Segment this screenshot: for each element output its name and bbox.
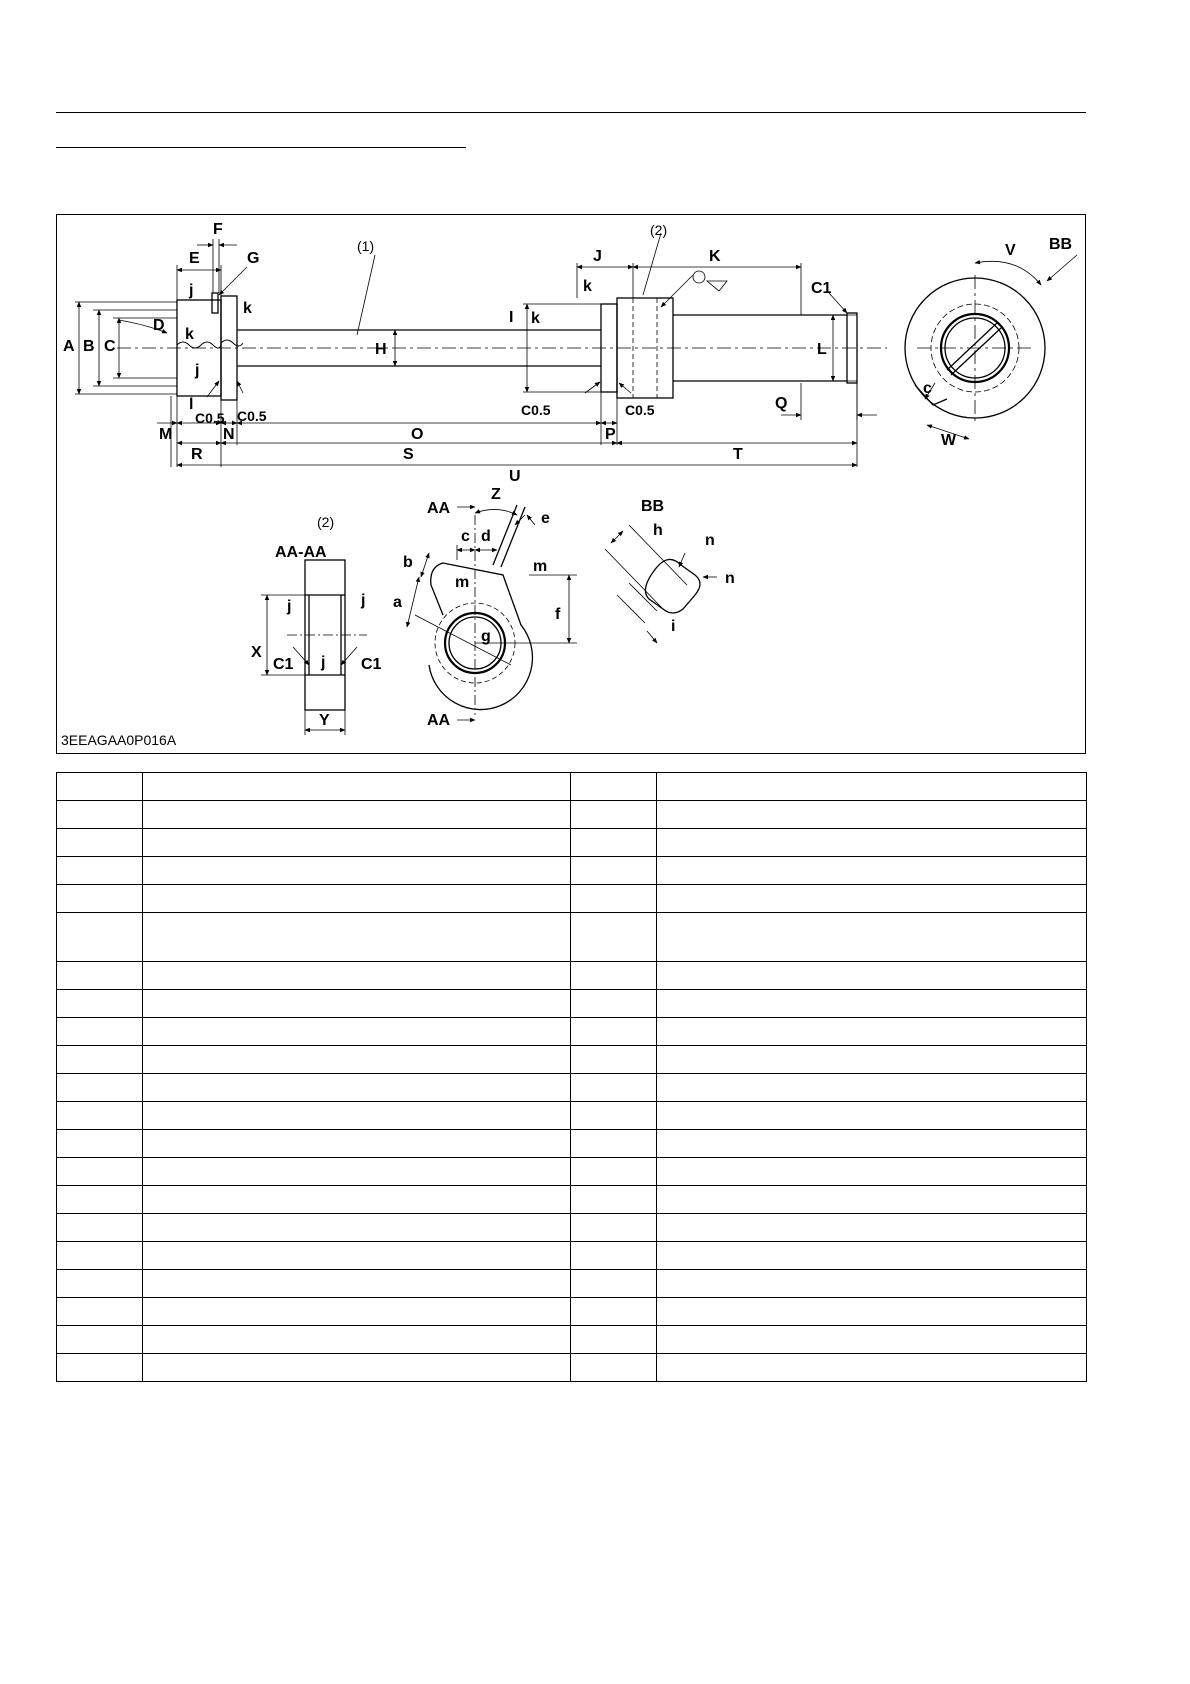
- table-cell: [143, 1298, 571, 1326]
- dim-label-j-section-left: j: [287, 598, 292, 615]
- table-cell: [657, 1046, 1087, 1074]
- table-cell: [657, 1018, 1087, 1046]
- section-label-bb-top: BB: [1049, 236, 1073, 253]
- table-cell: [143, 1214, 571, 1242]
- chamfer-c1-section-left: C1: [273, 656, 294, 673]
- aa-detail-dimensions: [407, 507, 577, 720]
- drawing-canvas: [57, 215, 1087, 755]
- table-cell: [57, 1074, 143, 1102]
- table-cell: [571, 1214, 657, 1242]
- table-cell: [657, 1298, 1087, 1326]
- chamfer-c05-left: C0.5: [195, 410, 225, 426]
- chamfer-c05-boss: C0.5: [625, 402, 655, 418]
- dim-label-h: H: [375, 341, 387, 358]
- table-cell: [57, 1242, 143, 1270]
- table-cell: [143, 1354, 571, 1382]
- table-row: [57, 1158, 1087, 1186]
- dim-label-k-boss: k: [583, 278, 592, 295]
- table-cell: [57, 773, 143, 801]
- dim-label-m-left: m: [455, 574, 470, 591]
- table-cell: [657, 962, 1087, 990]
- table-cell: [571, 1298, 657, 1326]
- table-cell: [143, 962, 571, 990]
- table-cell: [57, 1214, 143, 1242]
- table-cell: [143, 1186, 571, 1214]
- dim-label-s: S: [403, 446, 414, 463]
- table-row: [57, 990, 1087, 1018]
- dim-label-d: D: [153, 317, 165, 334]
- dim-label-j-bottom: j: [195, 362, 200, 379]
- dim-label-i-small: i: [671, 618, 676, 635]
- chamfer-c1-main: C1: [811, 280, 832, 297]
- table-cell: [57, 1158, 143, 1186]
- table-cell: [571, 1074, 657, 1102]
- table-cell: [571, 1186, 657, 1214]
- table-cell: [657, 990, 1087, 1018]
- table-cell: [657, 773, 1087, 801]
- table-row: [57, 1326, 1087, 1354]
- table-cell: [571, 1242, 657, 1270]
- dim-label-m: M: [159, 426, 173, 443]
- dim-label-k-flange: k: [243, 300, 252, 317]
- table-cell: [143, 1018, 571, 1046]
- part-callout-1: (1): [357, 238, 375, 254]
- table-cell: [571, 1046, 657, 1074]
- dim-label-d-small: d: [481, 528, 491, 545]
- table-row: [57, 1102, 1087, 1130]
- part-callout-2: (2): [650, 222, 668, 238]
- dim-label-b: B: [83, 338, 95, 355]
- table-cell: [143, 1158, 571, 1186]
- table-cell: [571, 913, 657, 962]
- dim-label-y: Y: [319, 712, 330, 729]
- table-row: [57, 1214, 1087, 1242]
- part-callout-2-section: (2): [317, 514, 335, 530]
- table-cell: [57, 1354, 143, 1382]
- end-view: [905, 275, 1045, 421]
- table-cell: [57, 1270, 143, 1298]
- table-row: [57, 1186, 1087, 1214]
- table-row: [57, 801, 1087, 829]
- table-cell: [657, 1242, 1087, 1270]
- dim-label-x: X: [251, 644, 262, 661]
- main-dimensions: [79, 233, 877, 467]
- table-cell: [57, 801, 143, 829]
- table-cell: [657, 801, 1087, 829]
- dim-label-l-upper: L: [817, 341, 827, 358]
- table-cell: [657, 1186, 1087, 1214]
- table-cell: [571, 801, 657, 829]
- table-row: [57, 1242, 1087, 1270]
- table-cell: [143, 773, 571, 801]
- table-cell: [657, 1326, 1087, 1354]
- dim-label-j: J: [593, 248, 602, 265]
- table-row: [57, 1354, 1087, 1382]
- table-cell: [57, 857, 143, 885]
- section-aa-view: [287, 560, 367, 710]
- chamfer-c1-section-right: C1: [361, 656, 382, 673]
- technical-drawing: [56, 214, 1086, 754]
- dim-label-e: E: [189, 250, 200, 267]
- dim-label-k-collar: k: [531, 310, 540, 327]
- table-cell: [571, 885, 657, 913]
- table-row: [57, 1018, 1087, 1046]
- table-cell: [571, 1354, 657, 1382]
- table-cell: [571, 1158, 657, 1186]
- table-cell: [657, 857, 1087, 885]
- table-cell: [143, 1326, 571, 1354]
- dim-label-k-left: k: [185, 326, 194, 343]
- dim-label-e-small: e: [541, 510, 550, 527]
- table-cell: [143, 913, 571, 962]
- table-cell: [571, 1102, 657, 1130]
- dim-label-k: K: [709, 248, 721, 265]
- table-cell: [657, 1158, 1087, 1186]
- table-cell: [57, 913, 143, 962]
- dim-label-p: P: [605, 426, 616, 443]
- chamfer-c05-flange: C0.5: [237, 408, 267, 424]
- table-row: [57, 962, 1087, 990]
- dim-label-n-top: n: [705, 532, 715, 549]
- dim-label-n: N: [223, 426, 235, 443]
- table-cell: [571, 1018, 657, 1046]
- dim-label-r: R: [191, 446, 203, 463]
- main-side-view: [75, 293, 887, 400]
- dim-label-v: V: [1005, 242, 1016, 259]
- section-label-bb-detail: BB: [641, 498, 665, 515]
- section-label-aa-bottom: AA: [427, 712, 451, 729]
- table-row: [57, 773, 1087, 801]
- table-cell: [657, 1270, 1087, 1298]
- table-cell: [571, 1270, 657, 1298]
- dim-label-u: U: [509, 468, 521, 485]
- table-cell: [57, 1046, 143, 1074]
- table-cell: [57, 1186, 143, 1214]
- dim-label-j-top: j: [189, 282, 194, 299]
- section-label-aa-top: AA: [427, 500, 451, 517]
- table-row: [57, 829, 1087, 857]
- table-cell: [657, 1214, 1087, 1242]
- table-cell: [143, 1270, 571, 1298]
- dim-label-g: G: [247, 250, 260, 267]
- table-cell: [571, 857, 657, 885]
- dim-label-j-section-mid: j: [321, 654, 326, 671]
- dim-label-j-section-right: j: [361, 592, 366, 609]
- dim-label-a: A: [63, 338, 75, 355]
- section-title-aa-aa: AA-AA: [275, 544, 327, 561]
- table-cell: [657, 1354, 1087, 1382]
- table-cell: [143, 857, 571, 885]
- table-cell: [143, 801, 571, 829]
- table-cell: [571, 1326, 657, 1354]
- dim-label-c-end: c: [923, 380, 932, 397]
- table-row: [57, 1130, 1087, 1158]
- dim-label-f-small: f: [555, 606, 561, 623]
- table-cell: [57, 1298, 143, 1326]
- dim-label-m-right: m: [533, 558, 548, 575]
- dim-label-w: W: [941, 432, 957, 449]
- dim-label-f: F: [213, 221, 223, 238]
- dim-label-i: I: [509, 309, 514, 326]
- table-cell: [571, 773, 657, 801]
- dim-label-q: Q: [775, 395, 788, 412]
- table-cell: [571, 990, 657, 1018]
- table-cell: [57, 990, 143, 1018]
- table-cell: [657, 1130, 1087, 1158]
- table-cell: [57, 885, 143, 913]
- table-cell: [143, 1242, 571, 1270]
- dim-label-b-small: b: [403, 554, 413, 571]
- table-row: [57, 1074, 1087, 1102]
- figure-code: 3EEAGAA0P016A: [61, 732, 177, 748]
- table-cell: [143, 829, 571, 857]
- dim-label-n-right: n: [725, 570, 735, 587]
- table-cell: [571, 962, 657, 990]
- table-cell: [57, 962, 143, 990]
- header-rule: [56, 112, 1086, 113]
- dim-label-z: Z: [491, 486, 501, 503]
- dim-label-l: l: [189, 396, 194, 413]
- dim-label-o: O: [411, 426, 424, 443]
- dim-label-c-small: c: [461, 528, 470, 545]
- table-row: [57, 1270, 1087, 1298]
- table-cell: [143, 885, 571, 913]
- table-cell: [143, 1130, 571, 1158]
- section-title-rule: [56, 147, 466, 148]
- dim-label-a-small: a: [393, 594, 402, 611]
- dim-label-c: C: [104, 338, 116, 355]
- dim-label-g-small: g: [481, 628, 491, 645]
- table-cell: [571, 1130, 657, 1158]
- table-cell: [143, 1102, 571, 1130]
- table-cell: [657, 1074, 1087, 1102]
- table-cell: [57, 829, 143, 857]
- bb-detail-view: [645, 559, 700, 613]
- table-cell: [657, 913, 1087, 962]
- table-row: [57, 885, 1087, 913]
- spec-table: [56, 772, 1087, 1382]
- table-row: [57, 1046, 1087, 1074]
- table-cell: [57, 1326, 143, 1354]
- chamfer-c05-collar: C0.5: [521, 402, 551, 418]
- table-cell: [143, 1074, 571, 1102]
- dim-label-t: T: [733, 446, 743, 463]
- table-cell: [657, 885, 1087, 913]
- table-cell: [57, 1130, 143, 1158]
- table-row: [57, 913, 1087, 962]
- table-cell: [57, 1102, 143, 1130]
- table-cell: [657, 1102, 1087, 1130]
- table-cell: [57, 1018, 143, 1046]
- table-cell: [571, 829, 657, 857]
- table-cell: [143, 990, 571, 1018]
- table-cell: [657, 829, 1087, 857]
- table-row: [57, 857, 1087, 885]
- table-cell: [143, 1046, 571, 1074]
- dim-label-h-small: h: [653, 522, 663, 539]
- table-row: [57, 1298, 1087, 1326]
